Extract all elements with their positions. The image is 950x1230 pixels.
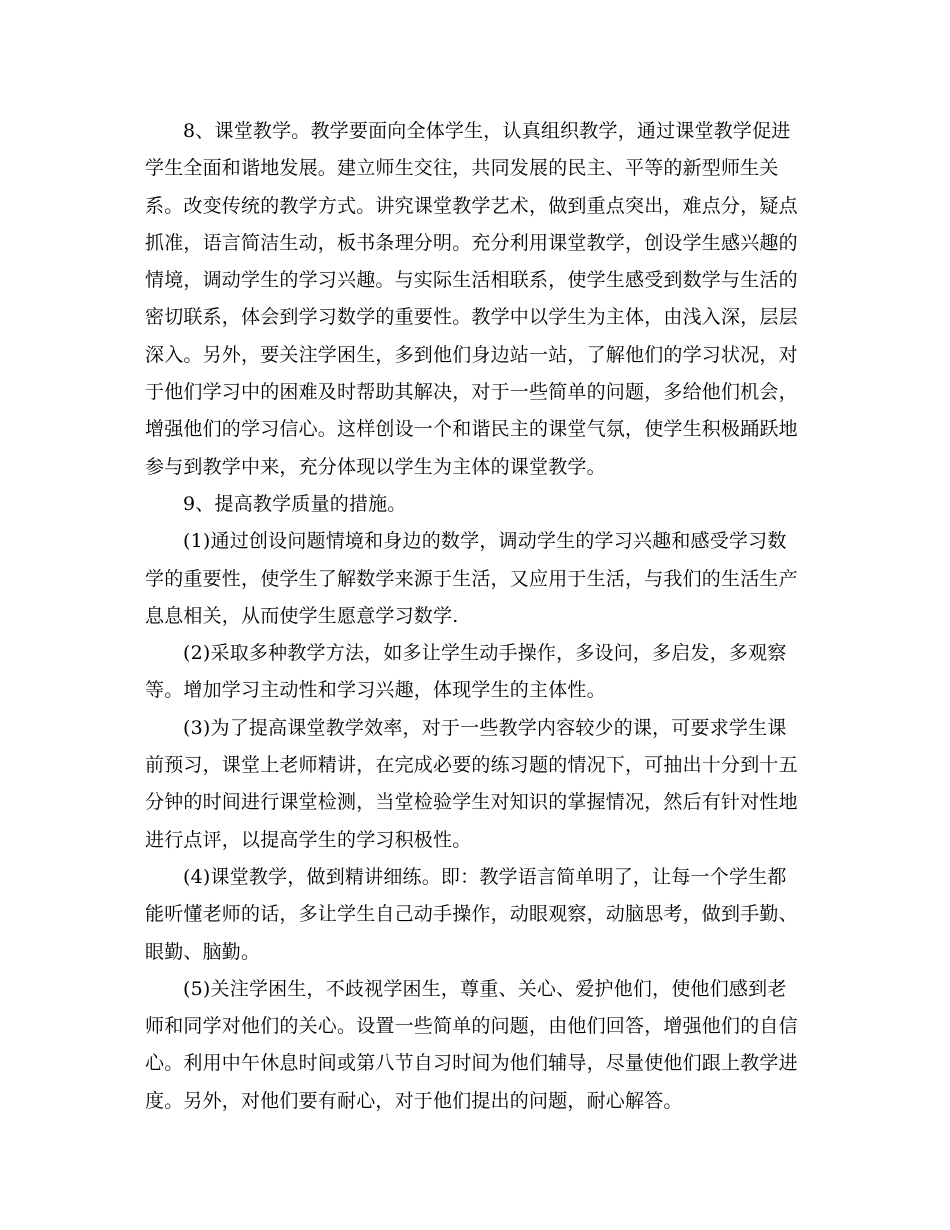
paragraph-measure-5: (5)关注学困生，不歧视学困生，尊重、关心、爱护他们，使他们感到老师和同学对他们的关心。设置一些简单的问题，由他们回答，增强他们的自信心。利用中午休息时间或第八节自习时间为他们辅导，尽量使他们跟上教学进度。另外，对他们要有耐心，对于他们提出的问题，耐心解答。 [145, 977, 798, 1112]
paragraph-classroom-teaching: 8、课堂教学。教学要面向全体学生，认真组织教学，通过课堂教学促进学生全面和谐地发展。建立师生交往，共同发展的民主、平等的新型师生关系。改变传统的教学方式。讲究课堂教学艺术，做到重点突出，难点分，疑点抓准，语言简洁生动，板书条理分明。充分利用课堂教学，创设学生感兴趣的情境，调动学生的学习兴趣。与实际生活相联系，使学生感受到数学与生活的密切联系，体会到学习数学的重要性。教学中以学生为主体，由浅入深，层层深入。另外，要关注学困生，多到他们身边站一站，了解他们的学习状况，对于他们学习中的困难及时帮助其解决，对于一些简单的问题，多给他们机会，增强他们的学习信心。这样创设一个和谐民主的课堂气氛，使学生积极踊跃地参与到教学中来，充分体现以学生为主体的课堂教学。 [145, 120, 798, 478]
paragraph-measure-3: (3)为了提高课堂教学效率，对于一些教学内容较少的课，可要求学生课前预习，课堂上老师精讲，在完成必要的练习题的情况下，可抽出十分到十五分钟的时间进行课堂检测，当堂检验学生对知识的掌握情况，然后有针对性地进行点评，以提高学生的学习积极性。 [145, 716, 798, 851]
paragraph-measure-4: (4)课堂教学，做到精讲细练。即：教学语言简单明了，让每一个学生都能听懂老师的话，多让学生自己动手操作，动眼观察，动脑思考，做到手勤、眼勤、脑勤。 [145, 865, 798, 963]
paragraph-measure-1: (1)通过创设问题情境和身边的数学，调动学生的学习兴趣和感受学习数学的重要性，使学生了解数学来源于生活，又应用于生活，与我们的生活生产息息相关，从而使学生愿意学习数学. [145, 530, 798, 627]
document-body [145, 113, 805, 1120]
paragraph-measure-2: (2)采取多种教学方法，如多让学生动手操作，多设问，多启发，多观察等。增加学习主动性和学习兴趣，体现学生的主体性。 [145, 642, 787, 702]
paragraph-quality-measures-heading: 9、提高教学质量的措施。 [183, 492, 407, 515]
